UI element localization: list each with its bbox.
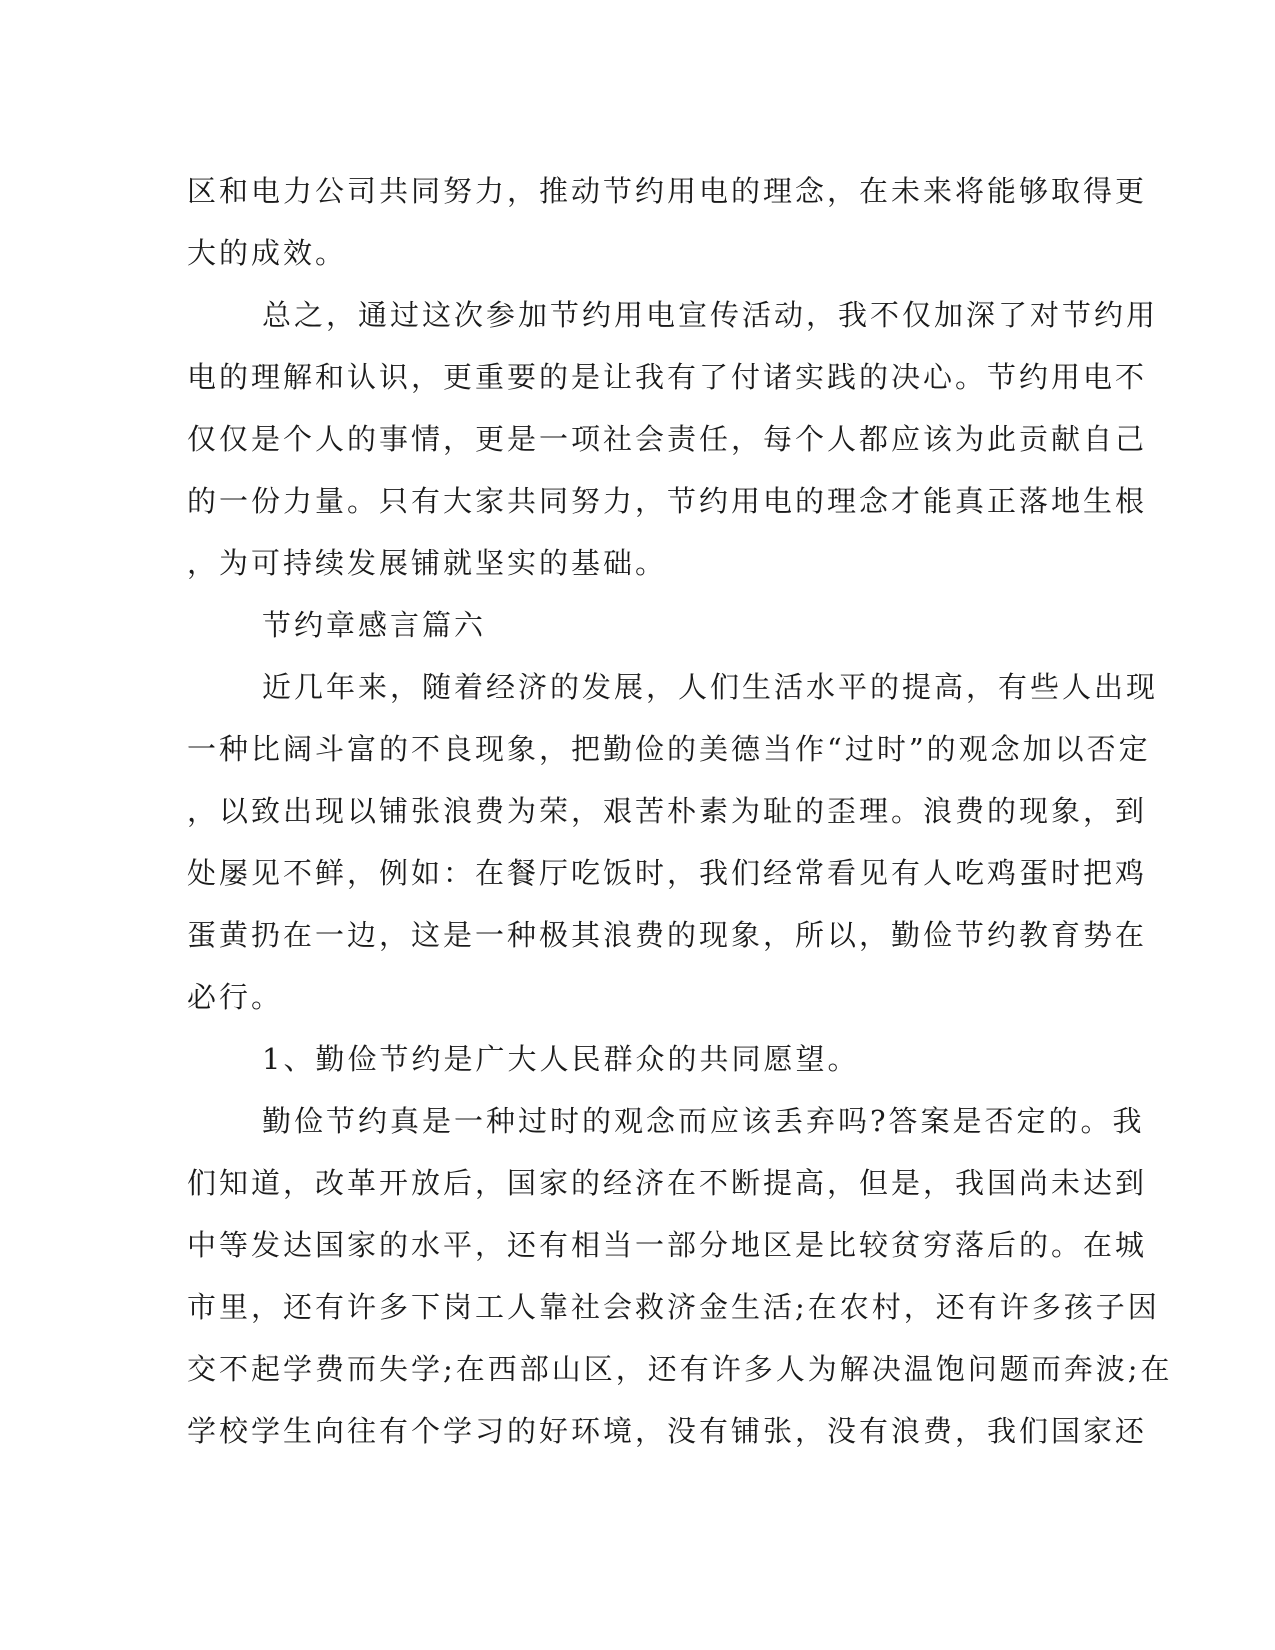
text-line: 大的成效。 — [187, 236, 348, 270]
text-line: 仅仅是个人的事情，更是一项社会责任，每个人都应该为此贡献自己 — [187, 422, 1148, 456]
text-line: 1、勤俭节约是广大人民群众的共同愿望。 — [262, 1042, 860, 1076]
text-line: 市里，还有许多下岗工人靠社会救济金生活;在农村，还有许多孩子因 — [187, 1290, 1160, 1324]
text-line: 交不起学费而失学;在西部山区，还有许多人为解决温饱问题而奔波;在 — [187, 1352, 1173, 1386]
text-line: 节约章感言篇六 — [262, 608, 487, 642]
document-body — [187, 160, 1173, 1462]
text-line: 一种比阔斗富的不良现象，把勤俭的美德当作“过时”的观念加以否定 — [187, 732, 1151, 766]
text-line: 区和电力公司共同努力，推动节约用电的理念，在未来将能够取得更 — [187, 174, 1148, 208]
text-line: 处屡见不鲜，例如：在餐厅吃饭时，我们经常看见有人吃鸡蛋时把鸡 — [187, 856, 1148, 890]
text-line: 必行。 — [187, 980, 284, 1014]
text-line: 总之，通过这次参加节约用电宣传活动，我不仅加深了对节约用 — [262, 298, 1159, 332]
text-line: 们知道，改革开放后，国家的经济在不断提高，但是，我国尚未达到 — [187, 1166, 1148, 1200]
text-line: 的一份力量。只有大家共同努力，节约用电的理念才能真正落地生根 — [187, 484, 1148, 518]
text-line: ，为可持续发展铺就坚实的基础。 — [187, 546, 668, 580]
text-line: 学校学生向往有个学习的好环境，没有铺张，没有浪费，我们国家还 — [187, 1414, 1148, 1448]
text-line: ，以致出现以铺张浪费为荣，艰苦朴素为耻的歪理。浪费的现象，到 — [187, 794, 1148, 828]
text-line: 勤俭节约真是一种过时的观念而应该丢弃吗?答案是否定的。我 — [262, 1104, 1145, 1138]
text-line: 中等发达国家的水平，还有相当一部分地区是比较贫穷落后的。在城 — [187, 1228, 1148, 1262]
text-line: 电的理解和认识，更重要的是让我有了付诸实践的决心。节约用电不 — [187, 360, 1148, 394]
text-line: 蛋黄扔在一边，这是一种极其浪费的现象，所以，勤俭节约教育势在 — [187, 918, 1148, 952]
text-line: 近几年来，随着经济的发展，人们生活水平的提高，有些人出现 — [262, 670, 1159, 704]
